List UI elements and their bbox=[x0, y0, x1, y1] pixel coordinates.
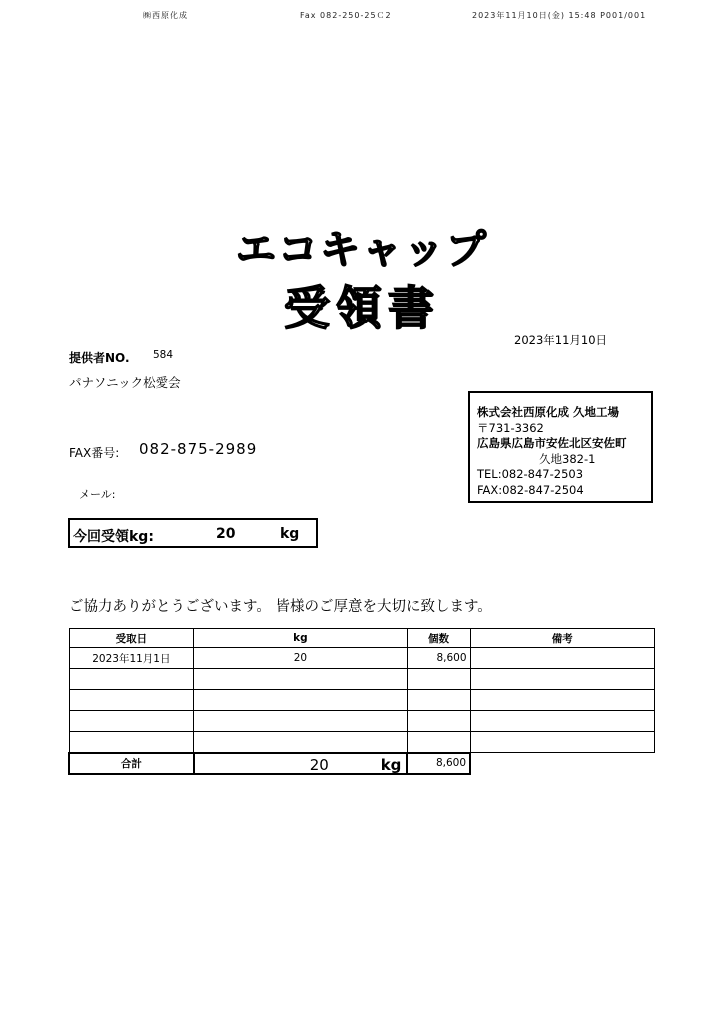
document-title-line2: 受領書 bbox=[284, 281, 440, 335]
table-row bbox=[69, 648, 655, 669]
total-count: 8,600 bbox=[407, 753, 470, 774]
fax-number: 082-875-2989 bbox=[139, 440, 258, 458]
total-kg-cell bbox=[194, 753, 407, 774]
issue-date: 2023年11月10日 bbox=[514, 333, 608, 347]
received-label: 今回受領kg: bbox=[73, 529, 154, 545]
row-count: 8,600 bbox=[407, 648, 470, 669]
fax-label: FAX番号: bbox=[69, 446, 120, 460]
header-count: 個数 bbox=[407, 629, 470, 648]
table-header-row bbox=[69, 629, 655, 648]
row-note bbox=[470, 648, 655, 669]
table-row-empty bbox=[69, 669, 655, 690]
received-unit: kg bbox=[280, 526, 300, 542]
total-kg-unit: kg bbox=[380, 755, 402, 774]
mail-label: メール: bbox=[79, 488, 116, 501]
header-note: 備考 bbox=[470, 629, 655, 648]
row-kg: 20 bbox=[194, 648, 407, 669]
received-value: 20 bbox=[216, 526, 236, 542]
provider-name: パナソニック松愛会 bbox=[69, 375, 181, 390]
received-box bbox=[68, 518, 318, 548]
document-title-line1: エコキャップ bbox=[236, 227, 488, 273]
total-blank bbox=[470, 753, 655, 774]
company-name: 株式会社西原化成 久地工場 bbox=[477, 405, 620, 419]
fax-header-timestamp: 2023年11月10日(金) 15:48 P001/001 bbox=[472, 11, 647, 20]
receipt-table bbox=[68, 628, 655, 775]
company-postal: 〒731-3362 bbox=[477, 420, 544, 435]
total-kg: 20 bbox=[309, 755, 329, 774]
total-label: 合計 bbox=[69, 753, 194, 774]
row-date: 2023年11月1日 bbox=[69, 648, 194, 669]
fax-header-sender: ㈱西原化成 bbox=[143, 11, 188, 20]
provider-no-label: 提供者NO. bbox=[69, 351, 130, 365]
thanks-message: ご協力ありがとうございます。 皆様のご厚意を大切に致します。 bbox=[69, 599, 492, 615]
fax-header-number: Fax 082-250-25Ｃ2 bbox=[300, 11, 392, 20]
company-address-line1: 広島県広島市安佐北区安佐町 bbox=[477, 436, 627, 450]
company-fax: FAX:082-847-2504 bbox=[477, 482, 584, 497]
table-row-empty bbox=[69, 732, 655, 753]
header-kg: kg bbox=[194, 629, 407, 648]
provider-no-value: 584 bbox=[153, 349, 174, 361]
table-total-row bbox=[69, 753, 655, 774]
company-info-box bbox=[468, 391, 653, 503]
table-row-empty bbox=[69, 711, 655, 732]
table-row-empty bbox=[69, 690, 655, 711]
company-address-line2: 久地382-1 bbox=[539, 451, 596, 466]
header-date: 受取日 bbox=[69, 629, 194, 648]
company-tel: TEL:082-847-2503 bbox=[477, 467, 584, 481]
